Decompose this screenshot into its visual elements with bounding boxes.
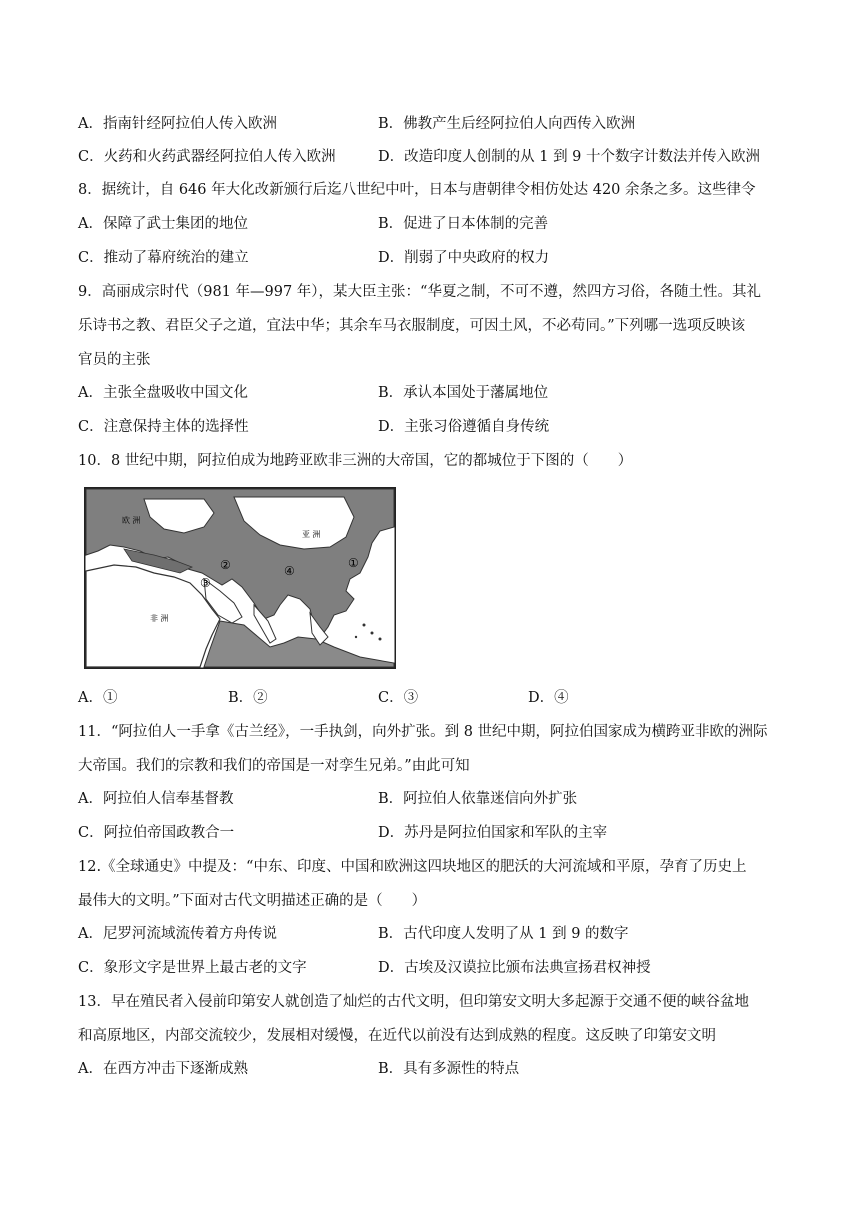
- q7-option-c: C．火药和火药武器经阿拉伯人传入欧洲: [78, 149, 336, 165]
- q10-stem: 10．8 世纪中期，阿拉伯成为地跨亚欧非三洲的大帝国，它的都城位于下图的（ ）: [78, 453, 633, 469]
- q7-option-a: A．指南针经阿拉伯人传入欧洲: [78, 116, 277, 132]
- q8-option-a: A．保障了武士集团的地位: [78, 216, 248, 232]
- q8-stem: 8．据统计，自 646 年大化改新颁行后迄八世纪中叶，日本与唐朝律令相仿处达 420 余条之多。这些律令: [78, 182, 756, 198]
- q11-option-d: D．苏丹是阿拉伯国家和军队的主宰: [378, 825, 608, 841]
- q11-stem-line-1: 11．“阿拉伯人一手拿《古兰经》，一手执剑，向外扩张。到 8 世纪中期，阿拉伯国家成为横跨亚非欧的洲际: [78, 724, 768, 740]
- q13-stem-line-2: 和高原地区，内部交流较少，发展相对缓慢，在近代以前没有达到成熟的程度。这反映了印第安文明: [78, 1028, 716, 1044]
- q10-option-a: A．①: [78, 690, 118, 706]
- q11-option-b: B．阿拉伯人依靠迷信向外扩张: [378, 791, 578, 807]
- q8-option-b: B．促进了日本体制的完善: [378, 216, 549, 232]
- q9-stem-line-1: 9．高丽成宗时代（981 年—997 年），某大臣主张：“华夏之制，不可不遵，然四方习俗，各随土性。其礼: [78, 284, 761, 300]
- map-marker-3: ③: [200, 576, 211, 590]
- q9-stem-line-2: 乐诗书之教、君臣父子之道，宜法中华；其余车马衣服制度，可因土风，不必苟同。”下列哪一选项反映该: [78, 318, 746, 334]
- q12-option-c: C．象形文字是世界上最古老的文字: [78, 960, 307, 976]
- q8-option-d: D．削弱了中央政府的权力: [378, 250, 550, 266]
- q12-option-a: A．尼罗河流域流传着方舟传说: [78, 926, 277, 942]
- map-marker-4: ④: [284, 564, 295, 578]
- q13-option-a: A．在西方冲击下逐渐成熟: [78, 1061, 248, 1077]
- q8-option-c: C．推动了幕府统治的建立: [78, 250, 249, 266]
- q12-stem-line-2: 最伟大的文明。”下面对古代文明描述正确的是（ ）: [78, 893, 427, 909]
- q11-stem-line-2: 大帝国。我们的宗教和我们的帝国是一对孪生兄弟。”由此可知: [78, 758, 470, 774]
- q9-stem-line-3: 官员的主张: [78, 352, 151, 368]
- q13-option-b: B．具有多源性的特点: [378, 1061, 520, 1077]
- map-figure: [84, 487, 396, 669]
- q9-option-c: C．注意保持主体的选择性: [78, 419, 249, 435]
- q10-map: [84, 487, 396, 669]
- map-label-asia: 亚 洲: [302, 530, 321, 539]
- map-marker-2: ②: [220, 558, 231, 572]
- q13-stem-line-1: 13．早在殖民者入侵前印第安人就创造了灿烂的古代文明，但印第安文明大多起源于交通不便的峡谷盆地: [78, 994, 749, 1010]
- q9-option-a: A．主张全盘吸收中国文化: [78, 385, 248, 401]
- map-label-europe: 欧 洲: [122, 516, 141, 525]
- q11-option-a: A．阿拉伯人信奉基督教: [78, 791, 234, 807]
- map-label-africa: 非 洲: [150, 614, 169, 623]
- map-marker-1: ①: [348, 556, 359, 570]
- q9-option-d: D．主张习俗遵循自身传统: [378, 419, 550, 435]
- q9-option-b: B．承认本国处于藩属地位: [378, 385, 549, 401]
- q12-option-b: B．古代印度人发明了从 1 到 9 的数字: [378, 926, 629, 942]
- q7-option-d: D．改造印度人创制的从 1 到 9 十个数字计数法并传入欧洲: [378, 149, 761, 165]
- q10-option-d: D．④: [528, 690, 569, 706]
- q7-option-b: B．佛教产生后经阿拉伯人向西传入欧洲: [378, 116, 636, 132]
- q10-option-c: C．③: [378, 690, 419, 706]
- q10-option-b: B．②: [228, 690, 268, 706]
- q12-option-d: D．古埃及汉谟拉比颁布法典宣扬君权神授: [378, 960, 651, 976]
- q11-option-c: C．阿拉伯帝国政教合一: [78, 825, 235, 841]
- q12-stem-line-1: 12.《全球通史》中提及：“中东、印度、中国和欧洲这四块地区的肥沃的大河流域和平原，孕育了历史上: [78, 859, 747, 875]
